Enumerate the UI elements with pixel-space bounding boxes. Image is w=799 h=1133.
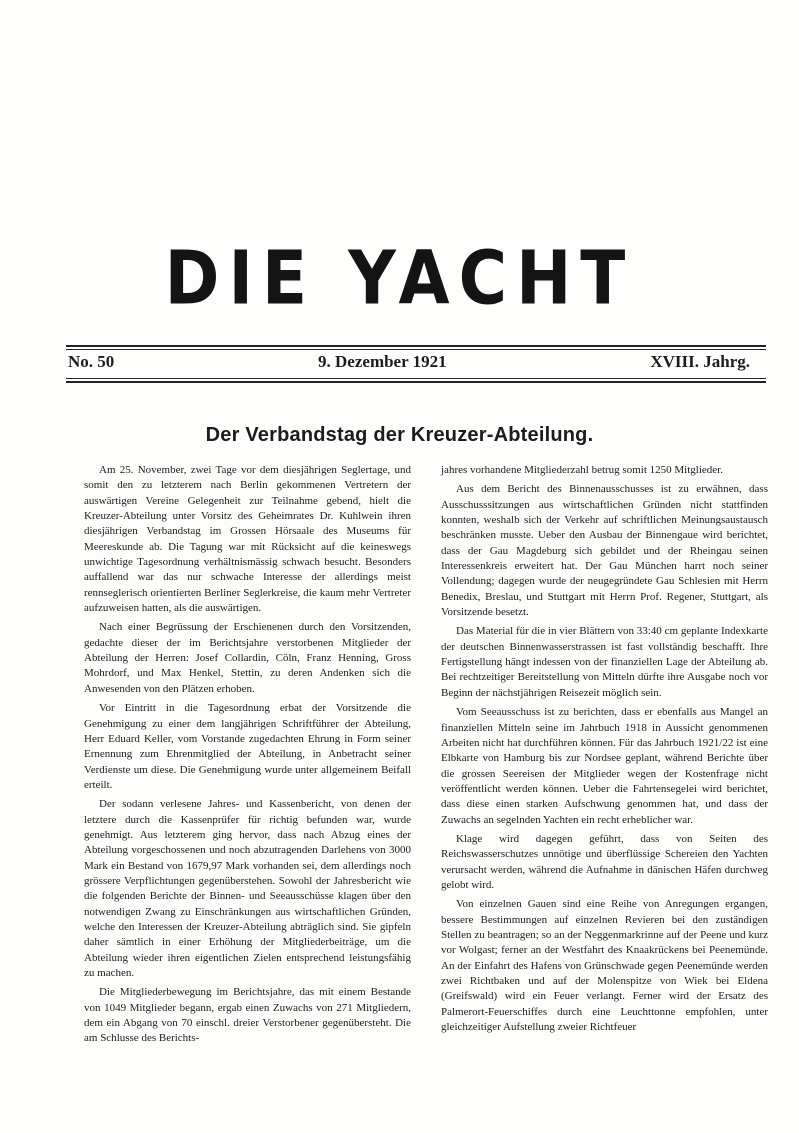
article-body <box>84 463 768 1103</box>
paragraph: jahres vorhandene Mitgliederzahl betrug somit 1250 Mitglieder. <box>441 464 723 476</box>
issue-volume: XVIII. Jahrg. <box>650 352 750 371</box>
article-title: Der Verbandstag der Kreuzer-Abteilung. <box>205 424 594 446</box>
paragraph: Von einzelnen Gauen sind eine Reihe von Anregungen ergangen, bessere Bestimmungen auf einzelnen Revieren bei den zuständigen Stellen zu beantragen; so an der Neggenmarkrinne auf der Peene und kurz vor Wolgast; ferner an der Westfahrt des Knaakrückens bei Peenemünde. An der Einfahrt des Hafens von Grünschwade gegen Peenemünde werden zwei Richtbaken und auf der Molenspitze von Wiek bei Eldena (Greifswald) wird ein Feuer verlangt. Ferner wird der Ersatz des Palmerort-Feuerschiffes durch eine Leuchttonne empfohlen, unter gleichzeitiger Aufstellung zweier Richtfeuer <box>441 898 768 1034</box>
issue-date: 9. Dezember 1921 <box>318 352 447 371</box>
paragraph: Der sodann verlesene Jahres- und Kassenbericht, von denen der letztere durch die Kassenprüfer für richtig befunden war, wurde genehmigt. Aus letzterem ging hervor, dass nach Abzug eines der Abteilung vorgeschossenen und noch abzutragenden Darlehens von 3000 Mark ein Bestand von 1679,97 Mark vorhanden sei, dem allerdings noch grössere Verpflichtungen gegenüberstehen. Sowohl der Jahresbericht wie die folgenden Berichte der Binnen- und Seeausschüsse klagen über den notwendigen Zwang zu Einschränkungen aus wirtschaftlichen Gründen, welche den Interessen der Kreuzer-Abteilung abträglich sind. Sie gipfeln daher sämtlich in einer Erhöhung der Mitgliederbeiträge, um die Abteilung wieder ihren eigentlichen Zielen entsprechend leistungsfähig zu machen. <box>84 798 411 979</box>
paragraph: Aus dem Bericht des Binnenausschusses ist zu erwähnen, dass Ausschusssitzungen aus wirtschaftlichen Gründen nicht stattfinden konnten, weshalb sich der Verkehr auf schriftlichen Meinungsaustausch beschränken musste. Ueber den Ausbau der Binnengaue wird berichtet, dass der Gau Magdeburg sich gebildet und der Rheingau seinen Interessenkreis erweitert hat. Der Gau München harrt noch seiner Vollendung; dagegen wurde der neugegründete Gau Schlesien mit Herrn Benedix, Breslau, und Stuttgart mit Herrn Prof. Regener, Stuttgart, als Vorsitzende besetzt. <box>441 483 768 619</box>
paragraph: Am 25. November, zwei Tage vor dem diesjährigen Seglertage, und somit den zu letzterem nach Berlin gekommenen Vertretern der auswärtigen Vereine Gelegenheit zur Teilnahme gebend, hielt die Kreuzer-Abteilung unter Vorsitz des Geheimrates Dr. Kuhlwein ihren diesjährigen Verbandstag im Grossen Hörsaale des Museums für Meereskunde ab. Die Tagung war mit Rücksicht auf die keineswegs unwichtige Tagesordnung verhältnismässig schwach besucht. Besonders auffallend war das nur schwache Interesse der allerdings meist rennseglerisch orientierten Berliner Seglerkreise, die kaum mehr Vertreter aufzuweisen hatten, als die auswärtigen. <box>84 464 411 615</box>
masthead <box>0 235 799 322</box>
issue-bar <box>66 352 766 372</box>
paragraph: Vor Eintritt in die Tagesordnung erbat der Vorsitzende die Genehmigung zu einer dem langjährigen Schriftführer der Abteilung, Herr Eduard Keller, vom Vorstande zugedachten Ehrung in Form seiner Ernennung zum Ehrenmitglied der Abteilung, in Anbetracht seiner Verdienste um diese. Die Genehmigung wurde unter allgemeinem Beifall erteilt. <box>84 702 411 791</box>
paragraph: Das Material für die in vier Blättern von 33:40 cm geplante Indexkarte der deutschen Binnenwasserstrassen ist fast vollständig beschafft. Ihre Fertigstellung hängt indessen von der finanziellen Lage der Abteilung ab. Bei rechtzeitiger Bereitstellung von Mitteln dürfte ihre Ausgabe noch vor Beginn der nächstjährigen Reisezeit möglich sein. <box>441 625 768 699</box>
left-column <box>84 463 411 1103</box>
issue-number: No. 50 <box>68 352 115 371</box>
masthead-rule-bottom <box>66 381 766 383</box>
masthead-rule-top <box>66 345 766 347</box>
paragraph: Nach einer Begrüssung der Erschienenen durch den Vorsitzenden, gedachte dieser der im Berichtsjahre verstorbenen Mitglieder der Abteilung der Herren: Josef Collardin, Cöln, Franz Henning, Gross Mohrdorf, und Max Henkel, Stettin, zu deren Andenken sich die Anwesenden von den Plätzen erhoben. <box>84 621 411 695</box>
paragraph: Klage wird dagegen geführt, dass von Seiten des Reichswasserschutzes unnötige und überflüssige Schereien den Yachten verursacht werden, während die Aufnahme in dänischen Häfen durchweg gelobt wird. <box>441 832 768 891</box>
masthead-title: DIE YACHT <box>164 235 635 322</box>
paragraph: Vom Seeausschuss ist zu berichten, dass er ebenfalls aus Mangel an finanziellen Mitteln seine im Jahrbuch 1918 in Aussicht genommenen Arbeiten nicht hat durchführen können. Für das Jahrbuch 1921/22 ist eine Elbkarte von Hamburg bis zur Nordsee geplant, während Berichte über die grossen Seereisen der Mitglieder wegen der Kostenfrage nicht veröffentlicht werden können. Ueber die Fahrtensegelei wird berichtet, dass diese einen starken Aufschwung genommen hat, und dass der Zuwachs an segelnden Yachten ein recht erheblicher war. <box>441 706 768 826</box>
right-column <box>441 463 768 1103</box>
masthead-rule-bottom-thin <box>66 378 766 379</box>
paragraph: Die Mitgliederbewegung im Berichtsjahre, das mit einem Bestande von 1049 Mitglieder begann, ergab einen Zuwachs von 271 Mitgliedern, dem ein Abgang von 70 einschl. dreier Verstorbener gegenübersteht. Die am Schlusse des Berichts- <box>84 986 411 1045</box>
masthead-rule-top-thin <box>66 349 766 350</box>
